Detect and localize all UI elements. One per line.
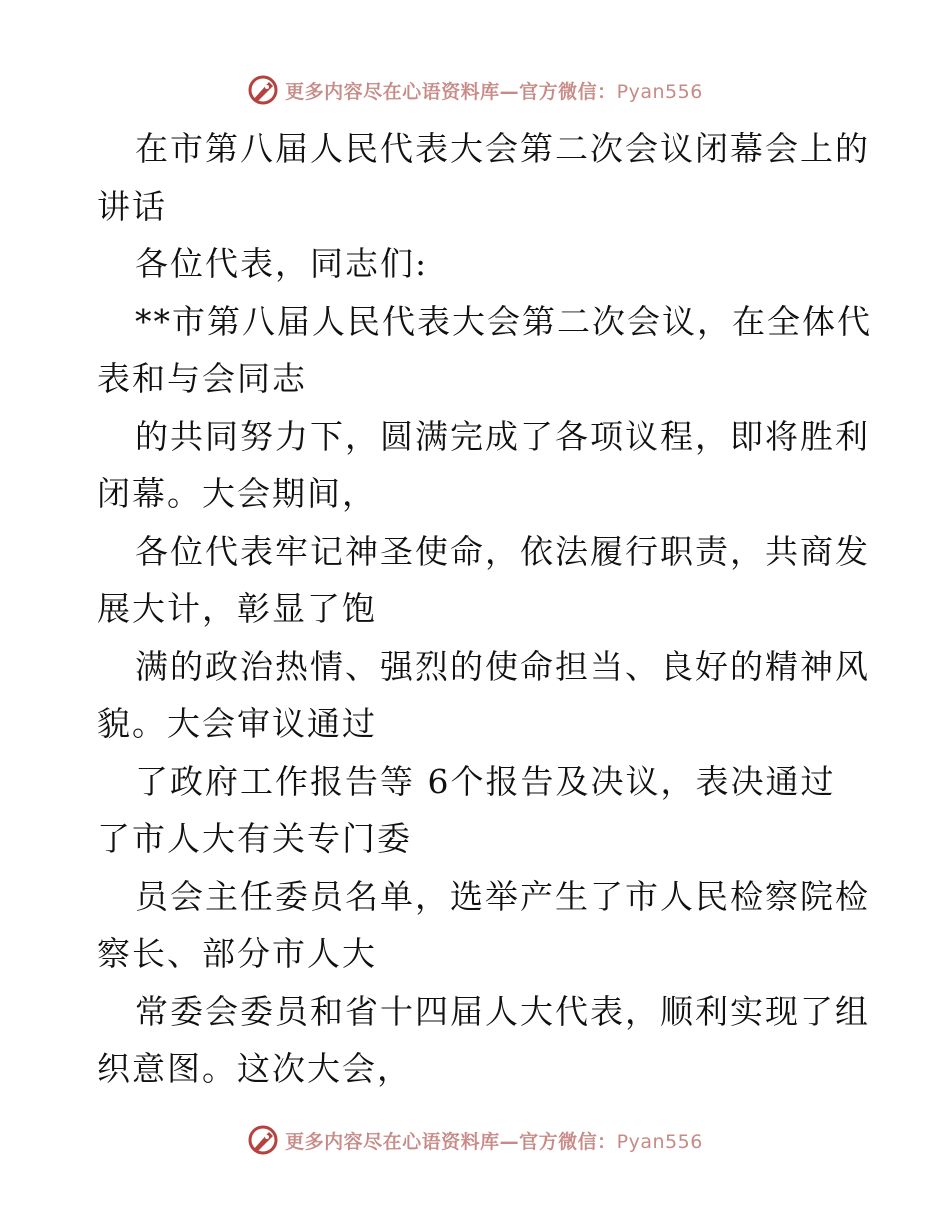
text-line: 察长、部分市人大 [97,934,377,973]
document-body [97,120,872,1098]
wechat-id: Pyan556 [616,1130,703,1153]
pen-nib-circle-icon [247,74,279,106]
text-line: 表和与会同志 [97,359,307,398]
footer-watermark-banner [0,1120,950,1160]
watermark-text: 更多内容尽在心语资料库—官方微信：Pyan556 [285,80,703,103]
text-line: 闭幕。大会期间， [97,474,377,513]
text-line: 各位代表牢记神圣使命，依法履行职责，共商发 [135,531,870,571]
text-line: 常委会委员和省十四届人大代表，顺利实现了组 [135,991,870,1031]
watermark-text: 更多内容尽在心语资料库—官方微信：Pyan556 [285,1130,703,1153]
header-watermark-banner [0,70,950,110]
text-line: 满的政治热情、强烈的使命担当、良好的精神风 [135,646,870,686]
text-line: 展大计，彰显了饱 [97,589,377,628]
text-line: 貌。大会审议通过 [97,704,377,743]
text-line: 各位代表，同志们: [135,244,429,283]
text-line: 了市人大有关专门委 [97,819,412,858]
text-line: 织意图。这次大会， [97,1049,412,1088]
text-line: **市第八届人民代表大会第二次会议，在全体代 [135,301,872,341]
text-line: 员会主任委员名单，选举产生了市人民检察院检 [135,876,870,916]
pen-nib-circle-icon [247,1124,279,1156]
text-line: 在市第八届人民代表大会第二次会议闭幕会上的 [135,129,870,168]
text-line: 了政府工作报告等 6个报告及决议，表决通过 [135,761,836,801]
text-line: 的共同努力下，圆满完成了各项议程，即将胜利 [135,416,870,456]
wechat-id: Pyan556 [616,80,703,103]
text-line: 讲话 [97,186,167,226]
